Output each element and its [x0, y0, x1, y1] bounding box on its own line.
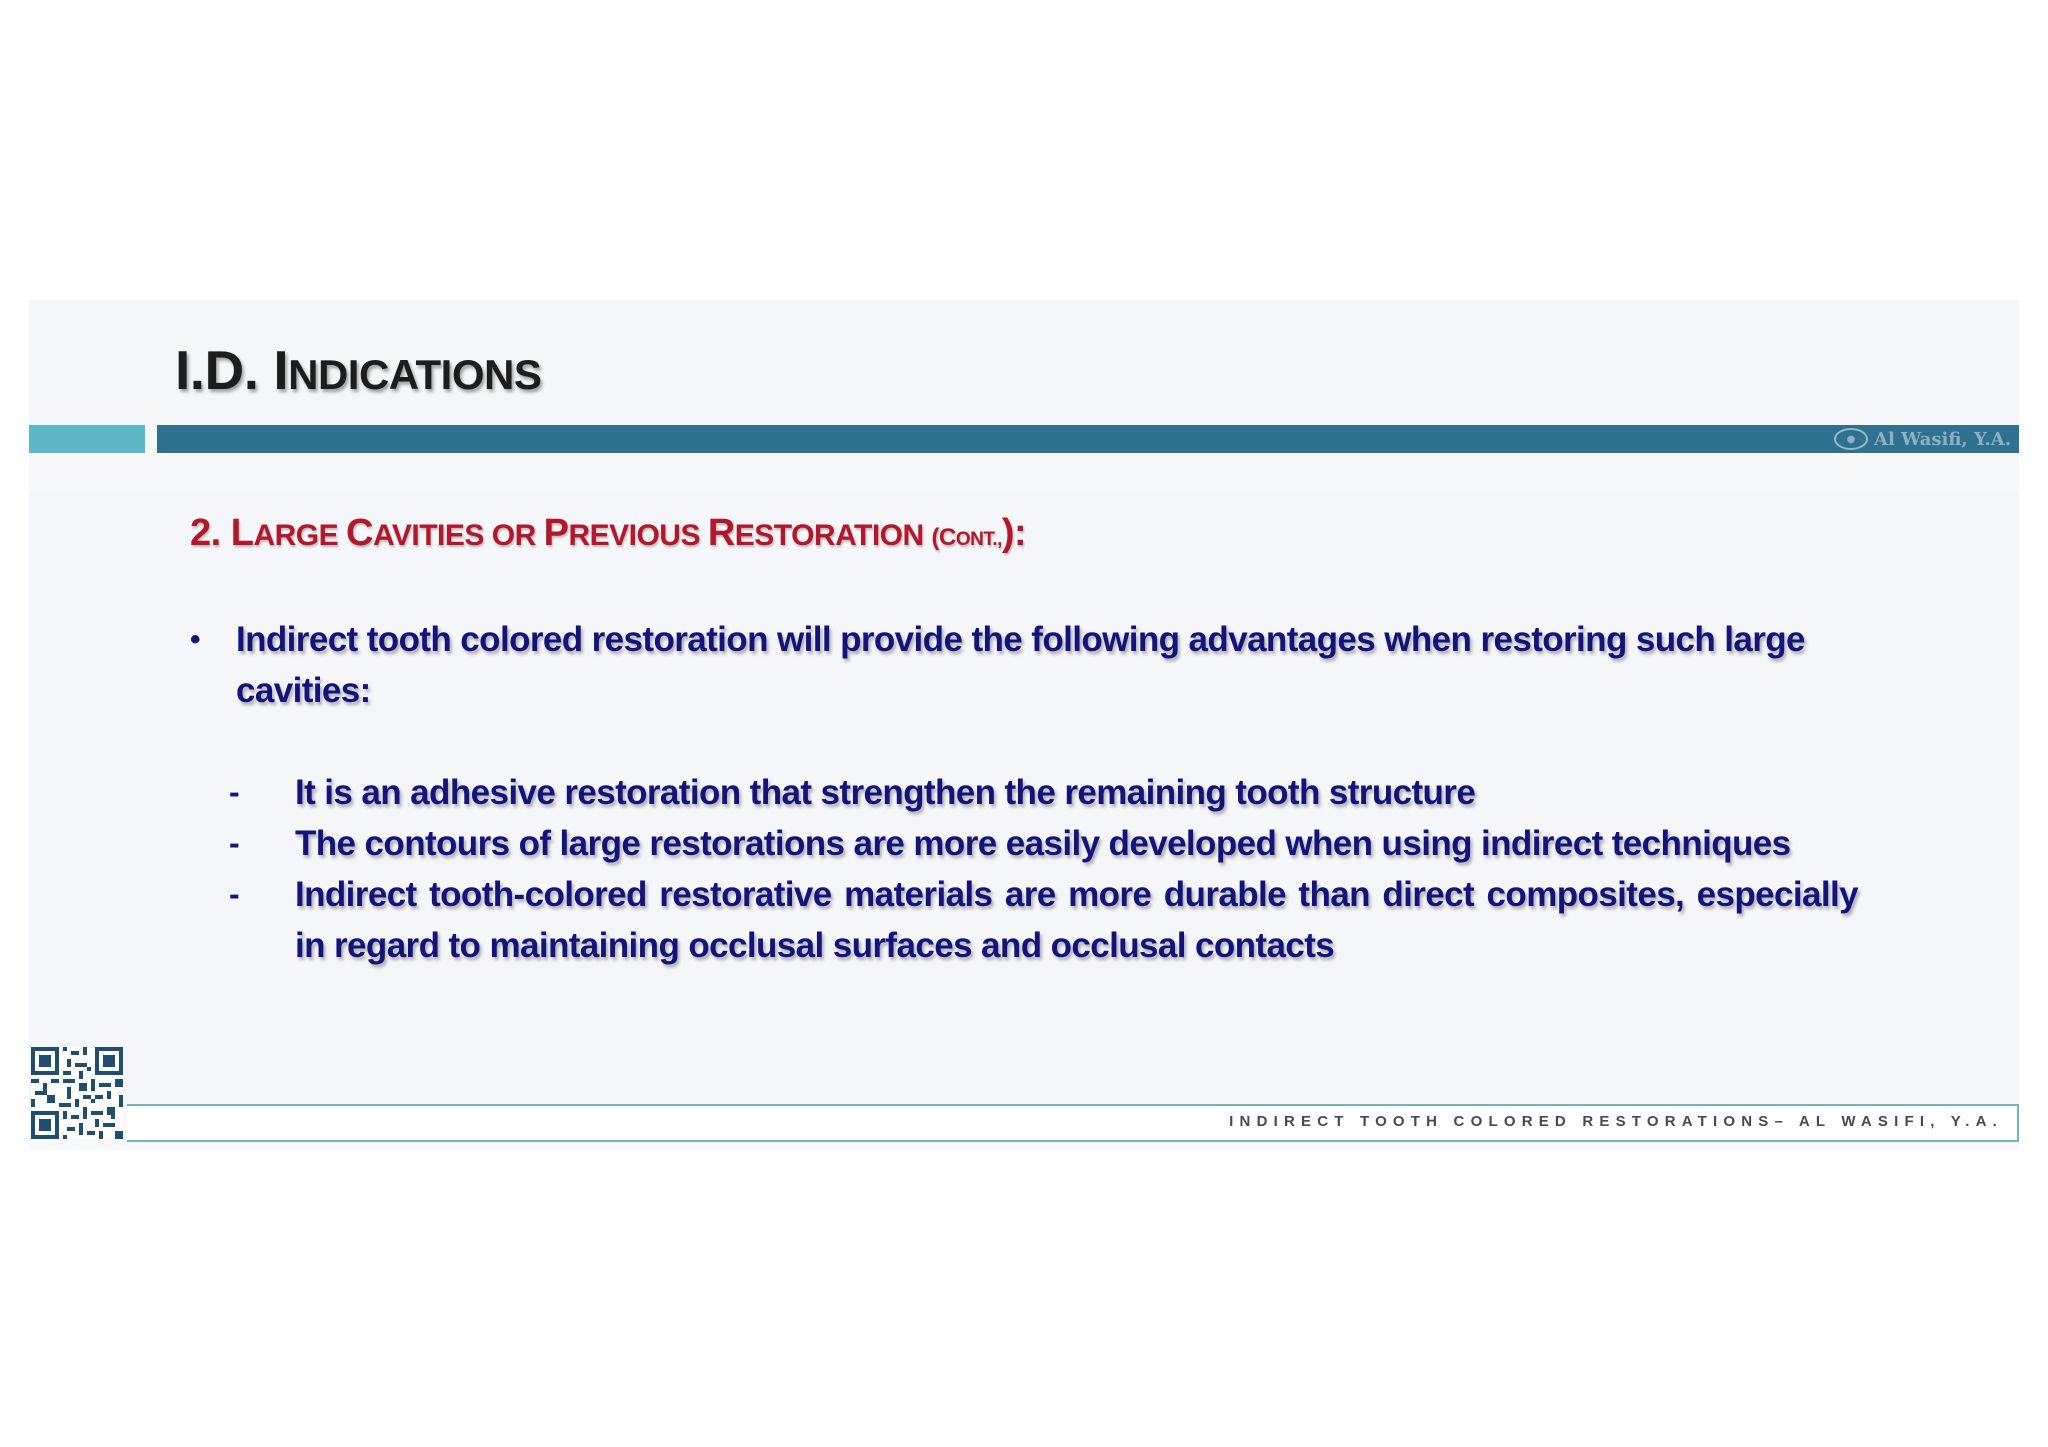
dash-marker: - — [229, 825, 240, 861]
bullet-marker: • — [190, 623, 201, 656]
logo-icon: ● — [1834, 428, 1868, 450]
list-item — [229, 818, 1889, 869]
list-item — [229, 869, 1889, 971]
advantages-list — [229, 767, 1889, 971]
dash-marker: - — [229, 774, 240, 810]
list-item-text: It is an adhesive restoration that strengthen the remaining tooth structure — [295, 773, 1476, 812]
watermark-text: Al Wasifi, Y.A. — [1873, 428, 2011, 450]
dash-marker: - — [229, 876, 240, 912]
footer-bar — [127, 1104, 2019, 1142]
title-bar — [157, 425, 2019, 453]
list-item-text: The contours of large restorations are more easily developed when using indirect techniques — [295, 824, 1791, 863]
watermark — [1834, 428, 2011, 450]
list-item-text: Indirect tooth-colored restorative materials are more durable than direct composites, especially in regard to maintaining occlusal surfaces and occlusal contacts — [295, 875, 1858, 965]
content-panel — [29, 492, 2019, 1107]
footer-text: INDIRECT TOOTH COLORED RESTORATIONS– AL WASIFI, Y.A. — [1229, 1113, 2003, 1130]
section-subheading: 2. LARGE CAVITIES OR PREVIOUS RESTORATION (CONT.,): — [190, 512, 1027, 554]
title-area — [29, 300, 2019, 424]
qr-code-icon — [31, 1047, 123, 1139]
bullet-text: Indirect tooth colored restoration will provide the following advantages when restoring such large cavities: — [236, 620, 1805, 710]
slide-title: I.D. INDICATIONS — [175, 339, 542, 401]
slide — [29, 300, 2019, 1150]
list-item — [229, 767, 1889, 818]
accent-bar — [29, 425, 145, 453]
bullet-item — [190, 614, 1890, 716]
